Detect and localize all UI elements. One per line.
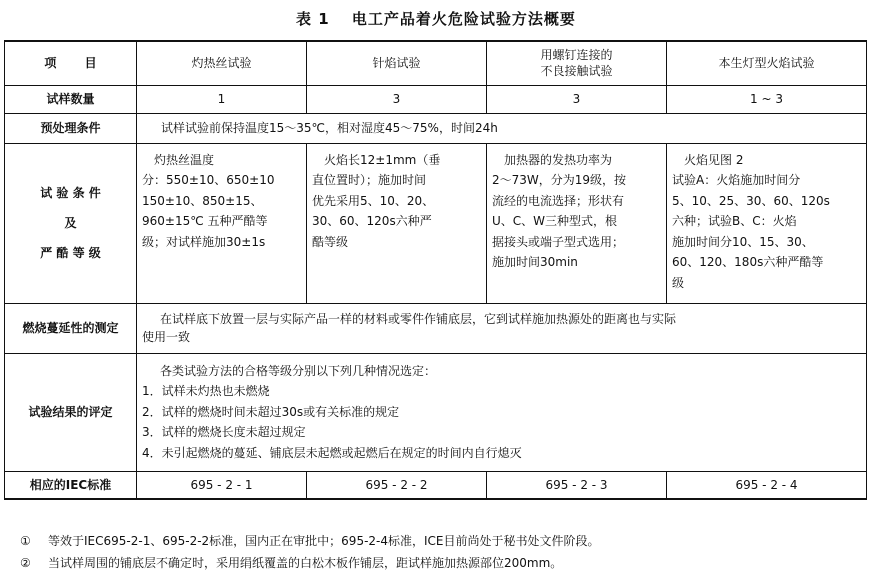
cond-line: 分：550±10、650±10 (142, 173, 275, 187)
pretreatment-text: 试样试验前保持温度15～35℃，相对湿度45～75%，时间24h (137, 113, 867, 143)
sample-count-3: 3 (487, 85, 667, 113)
footnotes (20, 530, 600, 574)
sample-count-label: 试样数量 (5, 85, 137, 113)
conditions-label (5, 143, 137, 303)
cond-line: U、C、W三种型式，根 (492, 214, 618, 228)
cond-line: 直位置时）；施加时间 (312, 173, 427, 187)
cond-line: 施加时间分10、15、30、 (672, 234, 814, 249)
header-bad-contact (487, 41, 667, 85)
cond-line: 2～73W，分为19级，按 (492, 173, 627, 187)
table-title: 表 1 电工产品着火危险试验方法概要 (296, 10, 576, 28)
table-header-row (5, 41, 867, 85)
cond-line: 六种；试验B、C：火焰 (672, 214, 797, 228)
iec-1: 695 - 2 - 1 (137, 471, 307, 499)
cond-line: 据接头或端子型式选用； (492, 234, 625, 249)
evaluation-label: 试验结果的评定 (5, 353, 137, 471)
header-bunsen-flame: 本生灯型火焰试验 (667, 41, 867, 85)
iec-label: 相应的IEC标准 (5, 471, 137, 499)
cond-line: 30、60、120s六种严 (312, 214, 432, 228)
cond-line: 级 (672, 275, 685, 290)
row-conditions (5, 143, 867, 303)
footnote-2-text: 当试样周围的铺底层不确定时，采用绢纸覆盖的白松木板作铺层，距试样施加热源部位200mm。 (48, 556, 563, 570)
pretreatment-label: 预处理条件 (5, 113, 137, 143)
cond-line: 60、120、180s六种严酷等 (672, 255, 824, 269)
iec-3: 695 - 2 - 3 (487, 471, 667, 499)
cond-line: 试验A：火焰施加时间分 (672, 173, 801, 187)
footnote-1 (20, 530, 600, 552)
sample-count-4: 1 ~ 3 (667, 85, 867, 113)
cond-line: 级；对试样施加30±1s (142, 234, 266, 249)
conditions-bad-contact (487, 143, 667, 303)
evaluation-line: 4．未引起燃烧的蔓延、铺底层未起燃或起燃后在规定的时间内自行熄灭 (142, 445, 522, 460)
cond-line: 火焰长12±1mm（垂 (324, 152, 441, 167)
cond-line: 优先采用5、10、20、 (312, 193, 435, 208)
footnote-1-text: 等效于IEC695-2-1、695-2-2标准，国内正在审批中；695-2-4标准，ICE目前尚处于秘书处文件阶段。 (48, 534, 600, 548)
evaluation-line: 各类试验方法的合格等级分别以下列几种情况选定： (160, 363, 437, 378)
header-bad-contact-line1: 用螺钉连接的 (540, 48, 613, 63)
evaluation-line: 1．试样未灼热也未燃烧 (142, 384, 270, 399)
cond-line: 火焰见图 2 (684, 152, 744, 167)
cond-line: 酷等级 (312, 234, 349, 249)
test-methods-table (4, 40, 867, 500)
cond-line: 150±10、850±15、 (142, 193, 263, 208)
footnote-1-mark: ① (20, 534, 31, 548)
header-needle-flame: 针焰试验 (307, 41, 487, 85)
cond-line: 流经的电流选择；形状有 (492, 193, 625, 208)
spread-line1: 在试样底下放置一层与实际产品一样的材料或零件作铺底层，它到试样施加热源处的距离也与实际 (160, 312, 677, 326)
cond-line: 施加时间30min (492, 255, 578, 269)
header-bad-contact-line2: 不良接触试验 (540, 64, 613, 79)
conditions-label-line1: 试 验 条 件 (40, 186, 101, 200)
row-evaluation (5, 353, 867, 471)
sample-count-1: 1 (137, 85, 307, 113)
conditions-bunsen-flame (667, 143, 867, 303)
cond-line: 灼热丝温度 (154, 152, 215, 167)
evaluation-text (137, 353, 867, 471)
cond-line: 5、10、25、30、60、120s (672, 193, 830, 208)
row-iec (5, 471, 867, 499)
spread-text (137, 303, 867, 353)
conditions-needle-flame (307, 143, 487, 303)
spread-label: 燃烧蔓延性的测定 (5, 303, 137, 353)
cond-line: 加热器的发热功率为 (504, 152, 613, 167)
footnote-2 (20, 552, 600, 574)
iec-4: 695 - 2 - 4 (667, 471, 867, 499)
iec-2: 695 - 2 - 2 (307, 471, 487, 499)
row-spread (5, 303, 867, 353)
spread-line2: 使用一致 (142, 330, 191, 344)
conditions-label-line3: 严 酷 等 级 (40, 246, 101, 260)
conditions-glow-wire (137, 143, 307, 303)
sample-count-2: 3 (307, 85, 487, 113)
cond-line: 960±15℃ 五种严酷等 (142, 214, 268, 228)
row-pretreatment (5, 113, 867, 143)
evaluation-line: 3．试样的燃烧长度未超过规定 (142, 425, 306, 440)
footnote-2-mark: ② (20, 556, 31, 570)
evaluation-line: 2．试样的燃烧时间未超过30s或有关标准的规定 (142, 404, 400, 419)
header-item: 项 目 (5, 41, 137, 85)
conditions-label-line2: 及 (64, 216, 77, 230)
header-glow-wire: 灼热丝试验 (137, 41, 307, 85)
row-sample-count (5, 85, 867, 113)
